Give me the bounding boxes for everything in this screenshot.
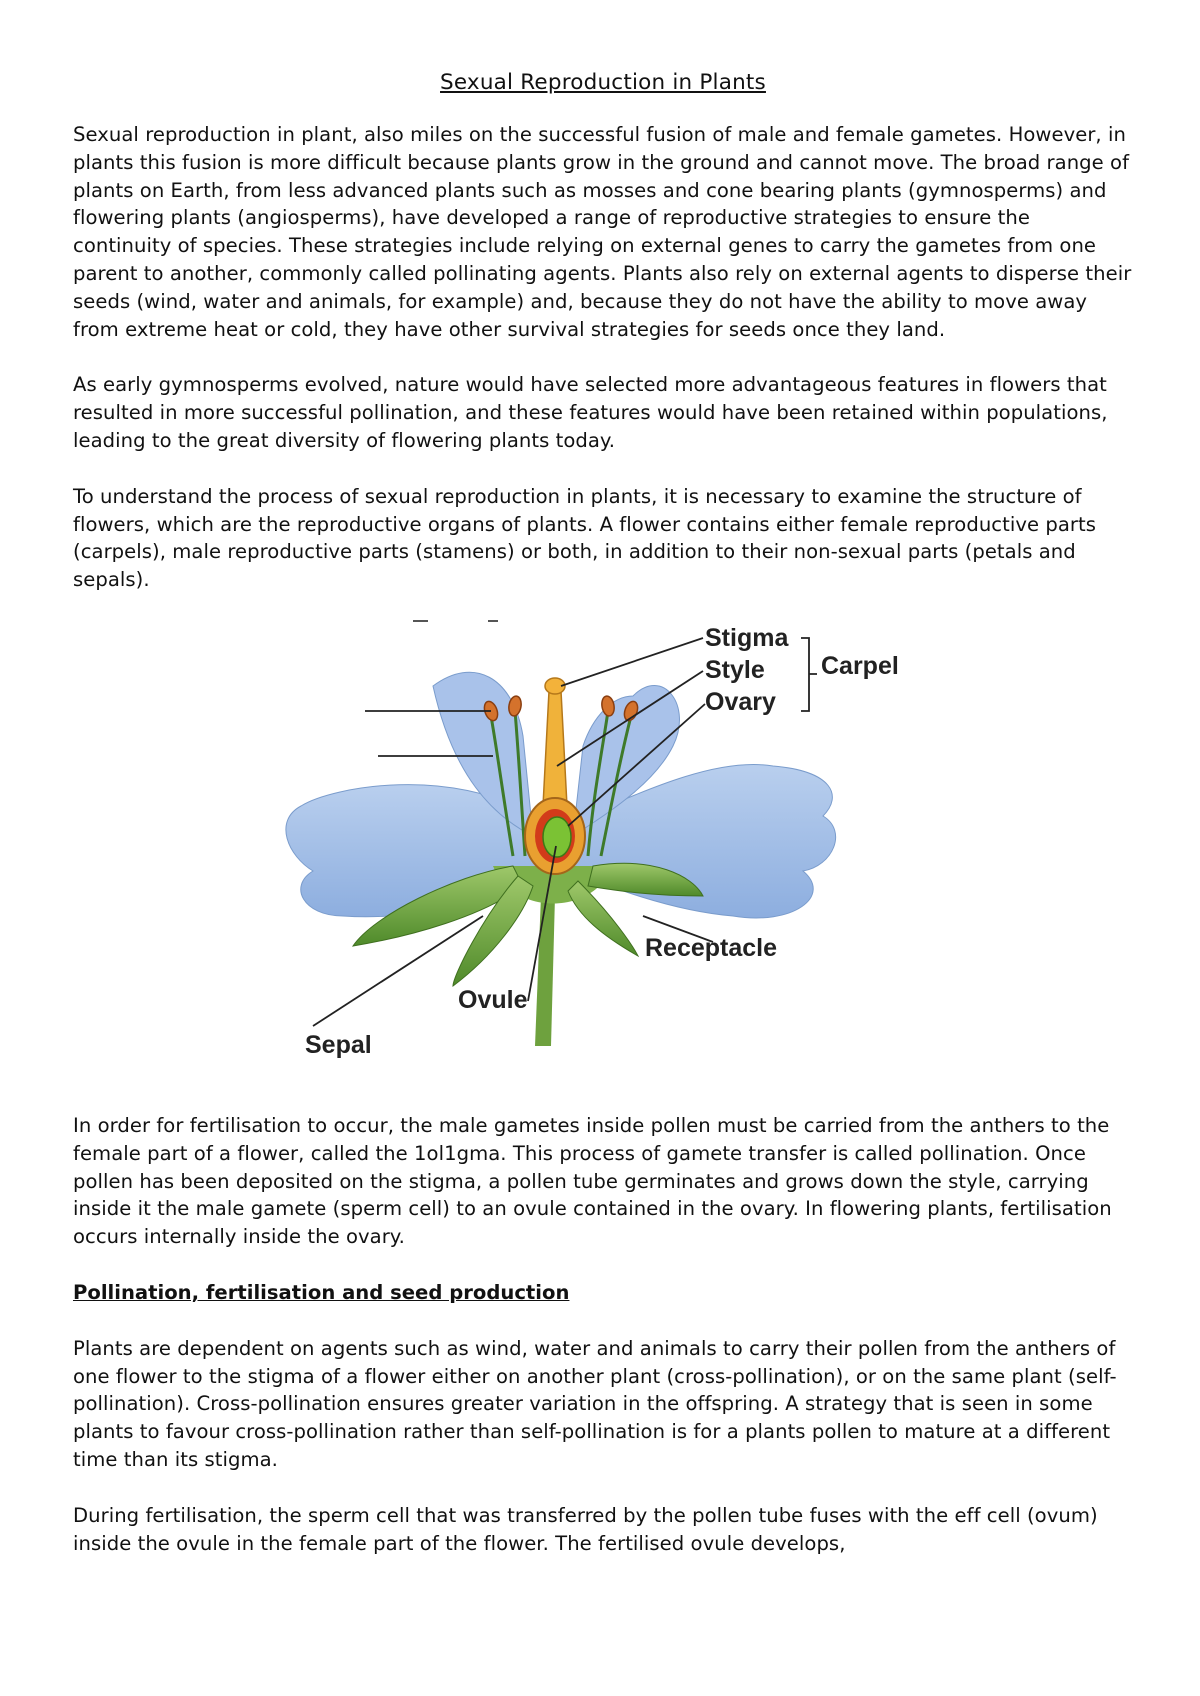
label-ovary: Ovary — [705, 687, 776, 716]
section-heading: Pollination, fertilisation and seed production — [73, 1280, 570, 1304]
paragraph: As early gymnosperms evolved, nature would have selected more advantageous features in flowers that resulted in more successful pollination, and these features would have been retained within populations, leading to the great diversity of flowering plants today. — [73, 373, 1108, 452]
paragraph: To understand the process of sexual reproduction in plants, it is necessary to examine the structure of flowers, which are the reproductive organs of plants. A flower contains either female reproductive parts (carpels), male reproductive parts (stamens) or both, in addition to their non-sexual parts (petals and sepals). — [73, 484, 1097, 592]
label-receptacle: Receptacle — [645, 933, 778, 962]
style — [543, 691, 567, 806]
flower-diagram — [73, 616, 1133, 1086]
paragraph: During fertilisation, the sperm cell that was transferred by the pollen tube fuses with the eff cell (ovum) inside the ovule in the female part of the flower. The fertilised ovule develops, — [73, 1503, 1098, 1555]
label-carpel: Carpel — [821, 651, 899, 680]
ovule — [543, 817, 571, 857]
paragraph: In order for fertilisation to occur, the male gametes inside pollen must be carried from the anthers to the female part of a flower, called the 1ol1gma. This process of gamete transfer is called pollination. Once pollen has been deposited on the stigma, a pollen tube germinates and grows down the style, carrying inside it the male gamete (sperm cell) to an ovule contained in the ovary. In flowering plants, fertilisation occurs internally inside the ovary. — [73, 1113, 1112, 1249]
label-sepal: Sepal — [305, 1030, 372, 1059]
paragraph: Plants are dependent on agents such as wind, water and animals to carry their pollen from the anthers of one flower to the stigma of a flower either on another plant (cross-pollination), or on the same plant (self-pollination). Cross-pollination ensures greater variation in the offspring. A strategy that is seen in some plants to favour cross-pollination rather than self-pollination is for a plants pollen to mature at a different time than its stigma. — [73, 1336, 1117, 1471]
paragraph: Sexual reproduction in plant, also miles on the successful fusion of male and female gametes. However, in plants this fusion is more difficult because plants grow in the ground and cannot move. The broad range of plants on Earth, from less advanced plants such as mosses and cone bearing plants (gymnosperms) and flowering plants (angiosperms), have developed a range of reproductive strategies to ensure the continuity of species. These strategies include relying on external genes to carry the gametes from one parent to another, commonly called pollinating agents. Plants also rely on external agents to disperse their seeds (wind, water and animals, for example) and, because they do not have the ability to move away from extreme heat or cold, they have other survival strategies for seeds once they land. — [73, 123, 1132, 341]
label-ovule: Ovule — [458, 985, 528, 1014]
document-page — [73, 70, 1133, 1585]
stem — [535, 896, 555, 1046]
label-style: Style — [705, 655, 765, 684]
flower-diagram-graphic — [73, 616, 1133, 1086]
carpel-bracket — [801, 638, 817, 711]
label-stigma: Stigma — [705, 623, 789, 652]
page-title: Sexual Reproduction in Plants — [440, 70, 766, 95]
